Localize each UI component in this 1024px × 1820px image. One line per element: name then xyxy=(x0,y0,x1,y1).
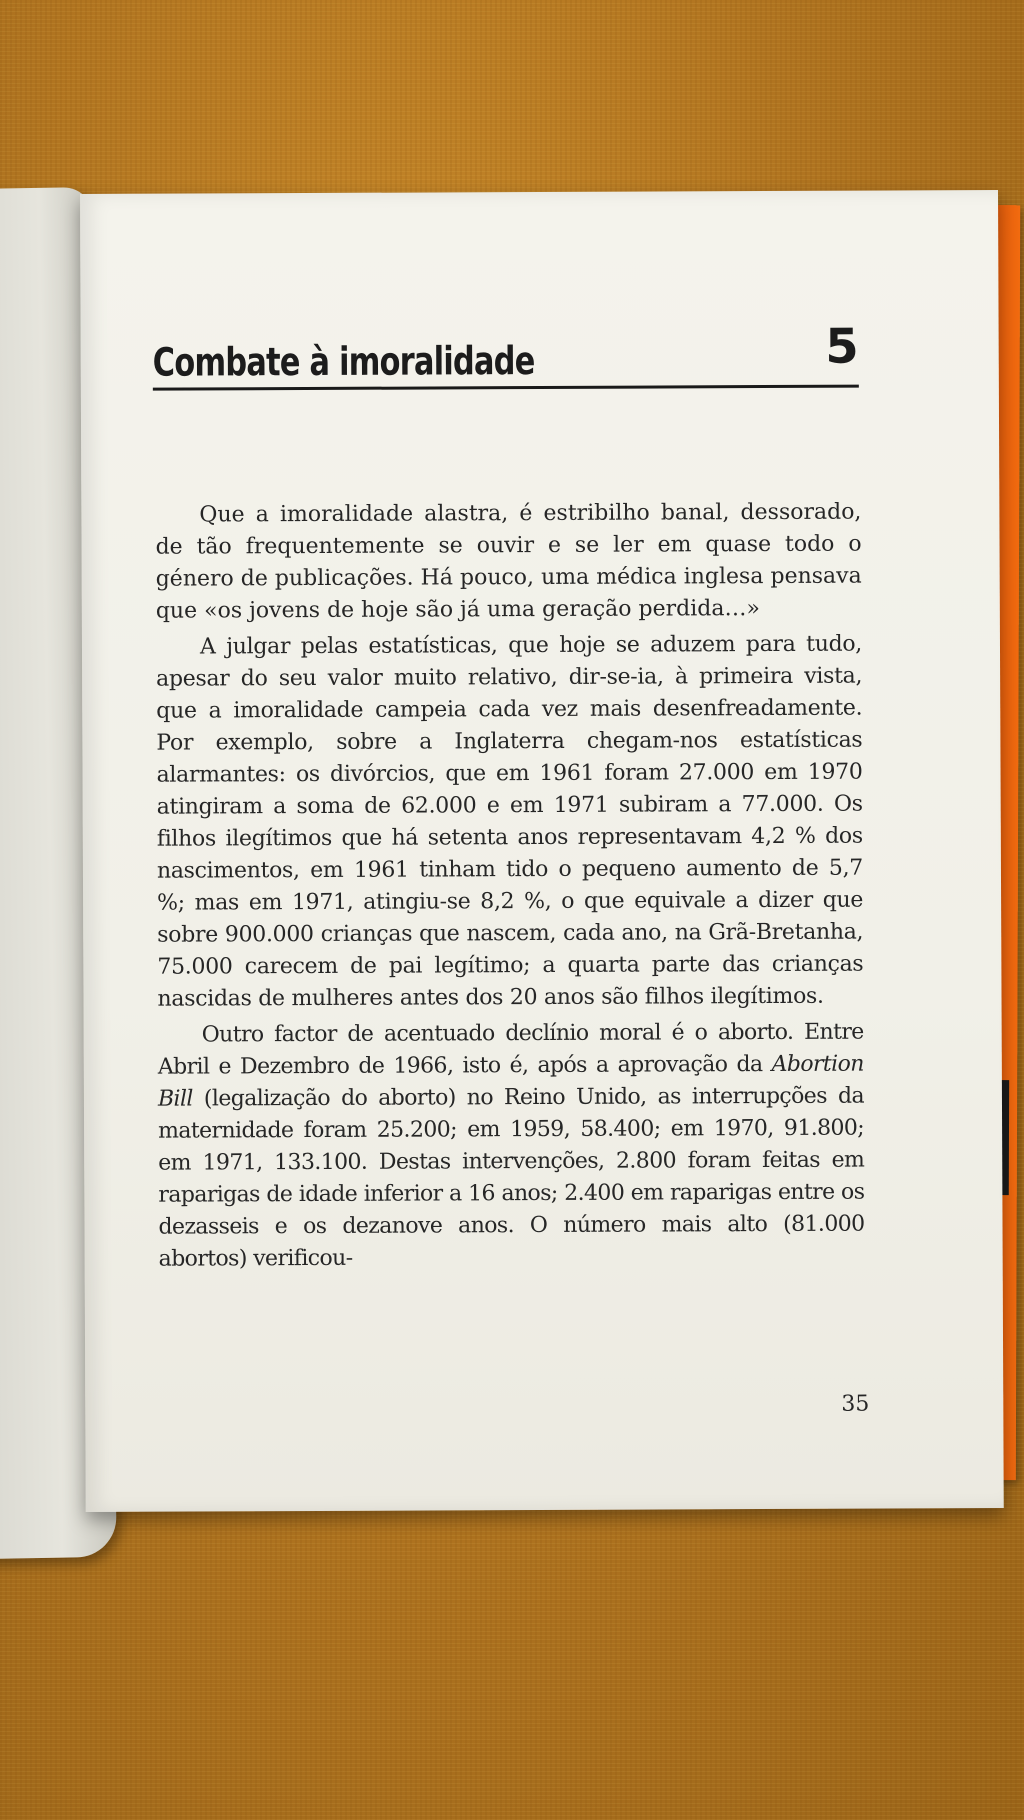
paragraph-3-italic: Abortion Bill xyxy=(157,1051,864,1112)
paragraph-3-text-start: Outro factor de acentuado declínio moral é o aborto. Entre Abril e Dezembro de 1966, isto é, após a aprovação da xyxy=(157,1019,864,1080)
paragraph-1-text: Que a imoralidade alastra, é estribilho banal, dessorado, de tão frequentemente se ouvir e se ler em quase todo o género de publicações. Há pouco, uma médica inglesa pensava que «os jovens de hoje são já uma geração perdida…» xyxy=(155,499,862,624)
body-text xyxy=(155,497,864,1276)
paragraph-2-text: A julgar pelas estatísticas, que hoje se aduzem para tudo, apesar do seu valor muito relativo, dir-se-ia, à primeira vista, que a imoralidade campeia cada vez mais desenfreadamente. Por exemplo, sobre a Inglaterra chegam-nos estatísticas alarmantes: os divórcios, que em 1961 foram 27.000 em 1970 atingiram a soma de 62.000 e em 1971 subiram a 77.000. Os filhos ilegítimos que há setenta anos representavam 4,2 % dos nascimentos, em 1961 tinham tido o pequeno aumento de 5,7 %; mas em 1971, atingiu-se 8,2 %, o que equivale a dizer que sobre 900.000 crianças que nascem, cada ano, na Grã-Bretanha, 75.000 carecem de pai legítimo; a quarta parte das crianças nascidas de mulheres antes dos 20 anos são filhos ilegítimos. xyxy=(156,631,864,1012)
paragraph-3-text-end: (legalização do aborto) no Reino Unido, as interrupções da maternidade foram 25.200; em 1959, 58.400; em 1970, 91.800; em 1971, 133.100. Destas intervenções, 2.800 foram feitas em raparigas de idade inferior a 16 anos; 2.400 em raparigas entre os dezasseis e os dezanove anos. O número mais alto (81.000 abortos) verificou- xyxy=(158,1083,865,1272)
paragraph-1 xyxy=(155,497,862,628)
chapter-header xyxy=(153,309,859,391)
page-number: 35 xyxy=(841,1391,870,1417)
chapter-number: 5 xyxy=(825,318,859,375)
paragraph-3 xyxy=(158,1017,865,1276)
book-page xyxy=(80,190,1004,1512)
chapter-title: Combate à imoralidade xyxy=(152,339,535,386)
paragraph-2 xyxy=(156,629,864,1016)
